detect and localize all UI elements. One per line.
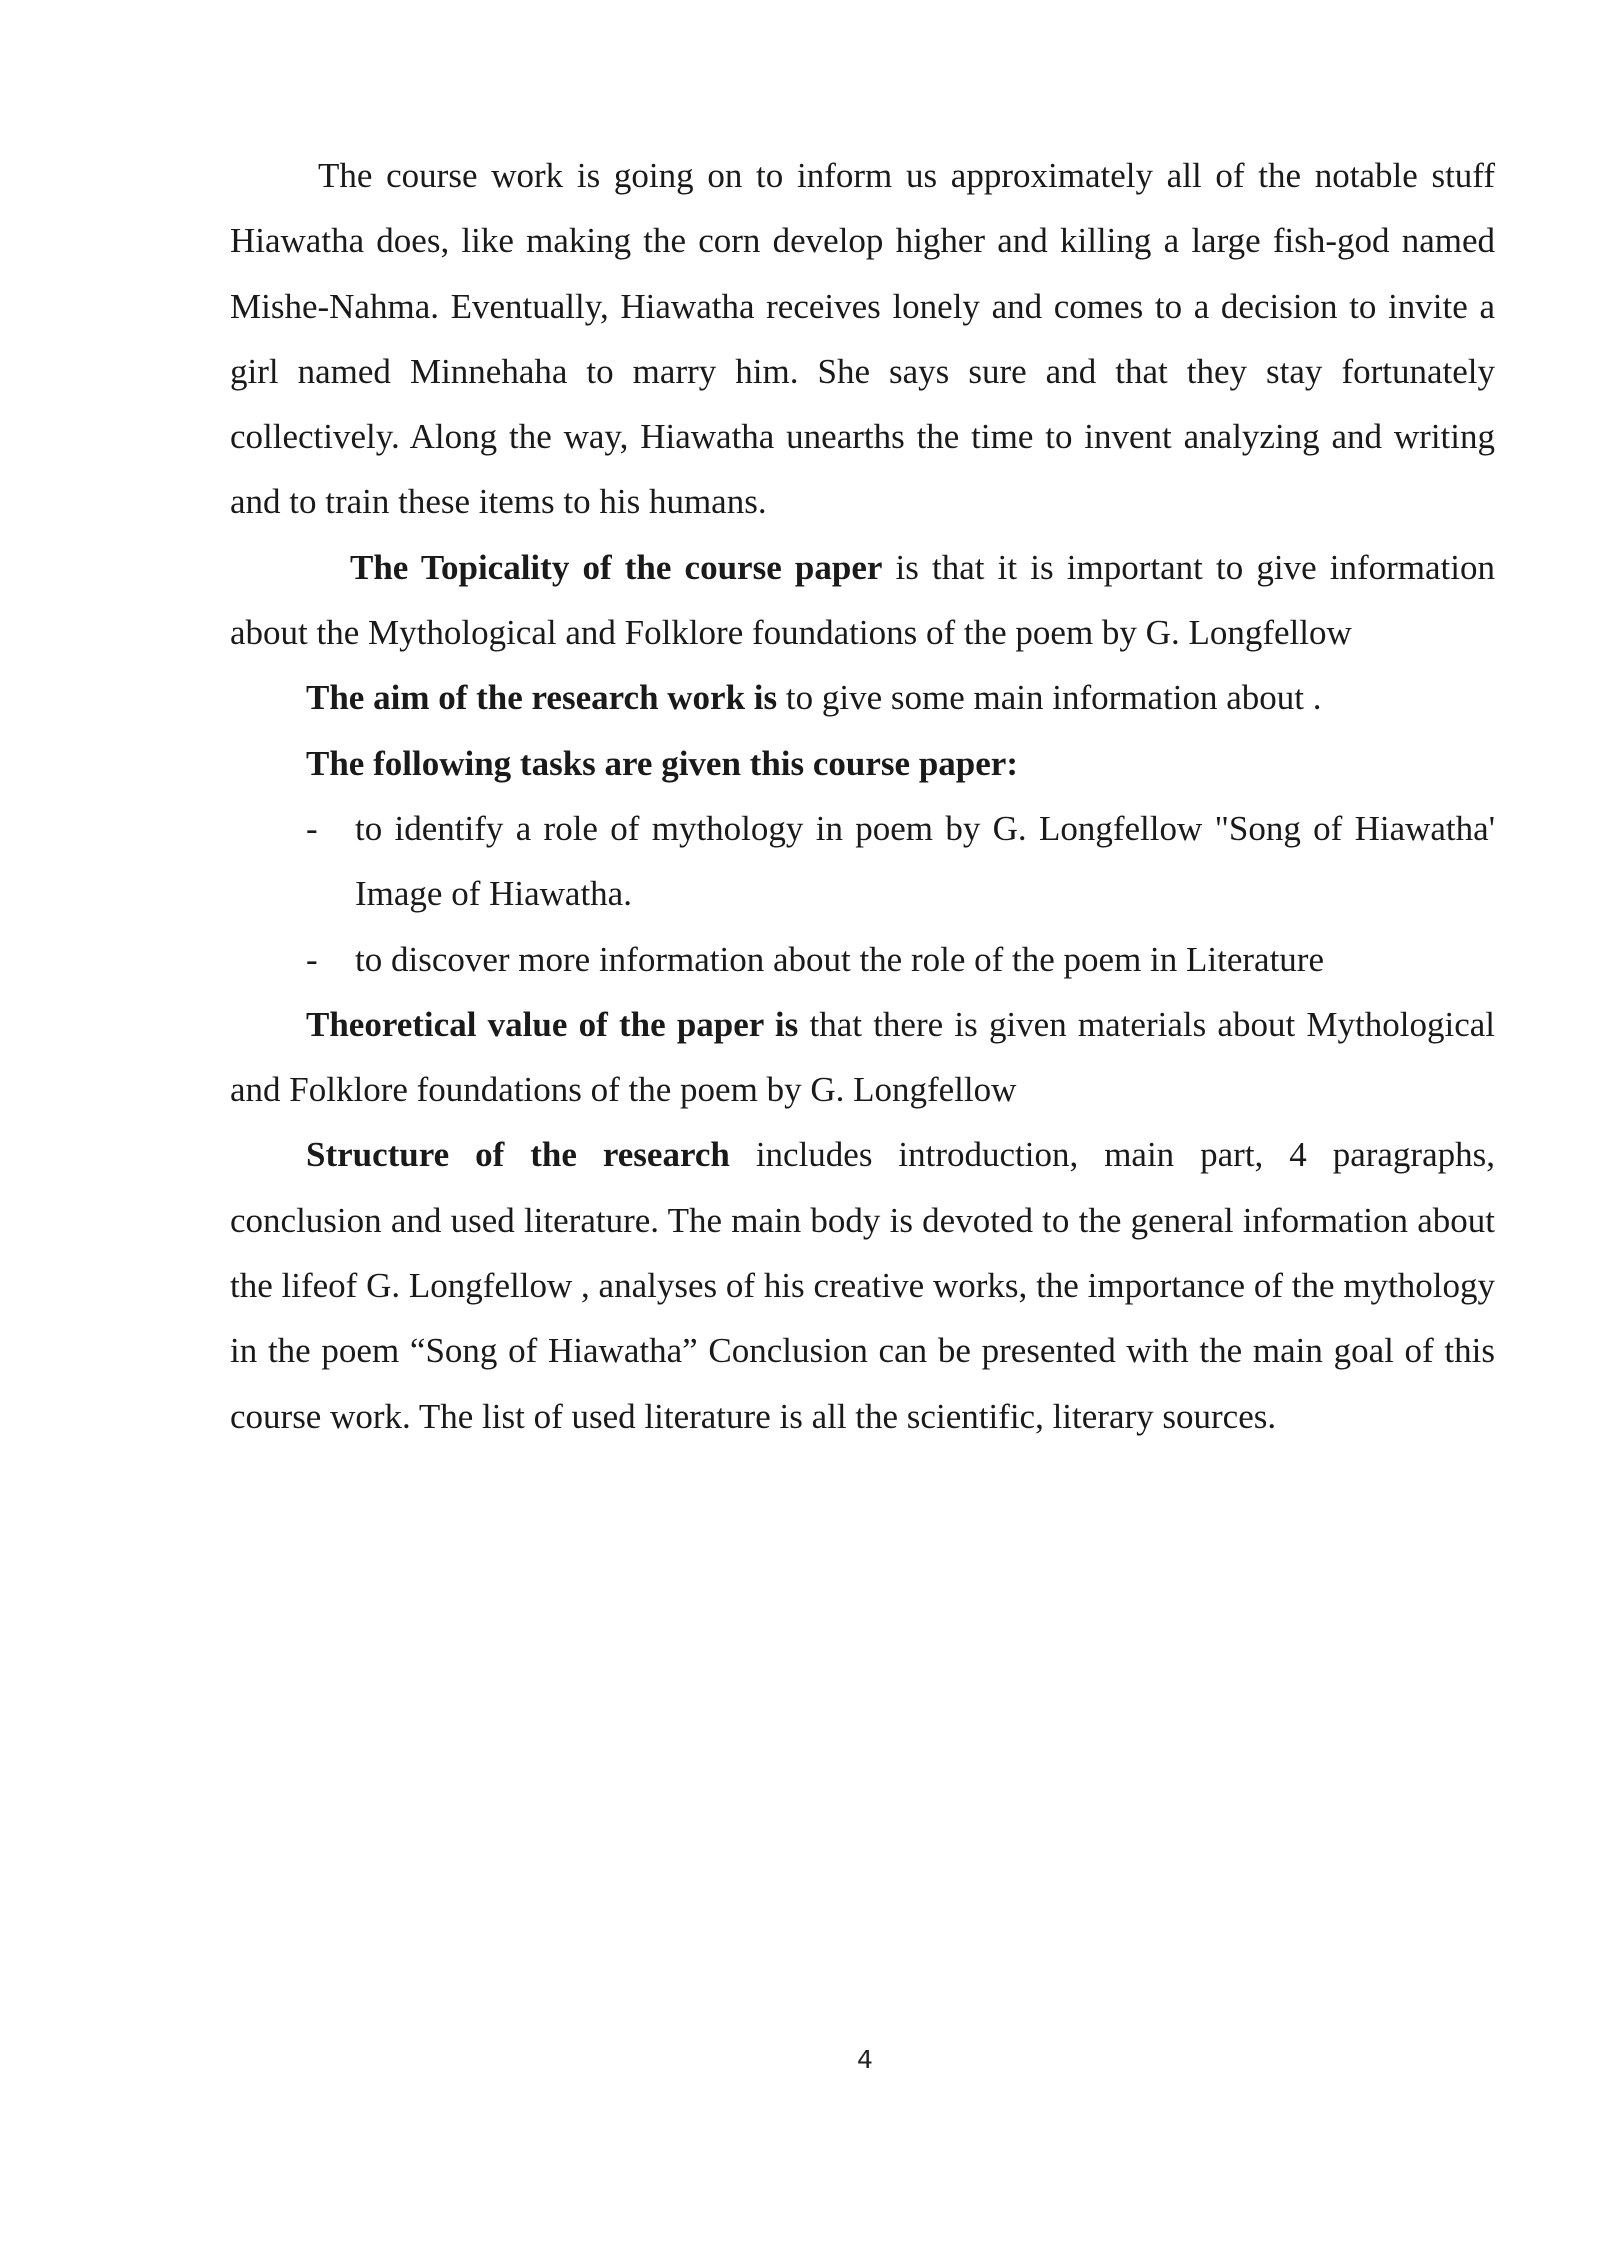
tasks-heading [230,731,1495,796]
aim-label: The aim of the research work is [306,678,778,718]
topicality-text: is that it is important to give information about the Mythological and Folklore foundations of the poem by G. Longfellow [230,547,1495,653]
aim-paragraph [230,665,1495,730]
structure-text: includes introduction, main part, 4 paragraphs, conclusion and used literature. The main body is devoted to the general information about the lifeof G. Longfellow , analyses of his creative works, the importance of the mythology in the poem “Song of Hiawatha” Conclusion can be presented with the main goal of this course work. The list of used literature is all the scientific, literary sources. [230,1135,1495,1436]
theoretical-paragraph [230,992,1495,1123]
tasks-label: The following tasks are given this course paper: [306,743,1018,783]
list-item-text: to identify a role of mythology in poem by G. Longfellow "Song of Hiawatha' Image of Hiawatha. [355,808,1495,914]
list-dash: - [306,939,318,979]
structure-paragraph [230,1122,1495,1448]
intro-paragraph [230,143,1495,535]
list-dash: - [306,808,318,848]
list-item [230,927,1495,992]
topicality-paragraph [230,535,1495,666]
theoretical-label: Theoretical value of the paper is [306,1004,799,1044]
theoretical-text: that there is given materials about Mythological and Folklore foundations of the poem by G. Longfellow [230,1004,1495,1110]
list-item-text: to discover more information about the role of the poem in Literature [355,939,1324,979]
intro-paragraph-text: The course work is going on to inform us approximately all of the notable stuff Hiawatha does, like making the corn develop higher and killing a large fish-god named Mishe-Nahma. Eventually, Hiawatha receives lonely and comes to a decision to invite a girl named Minnehaha to marry him. She says sure and that they stay fortunately collectively. Along the way, Hiawatha unearths the time to invent analyzing and writing and to train these items to his humans. [230,156,1495,522]
page-number: 4 [857,2045,873,2074]
aim-text: to give some main information about . [777,678,1322,718]
list-item [230,796,1495,927]
structure-label: Structure of the research [306,1135,730,1175]
topicality-label: The Topicality of the course paper [350,547,883,587]
body-text [230,143,1495,1449]
